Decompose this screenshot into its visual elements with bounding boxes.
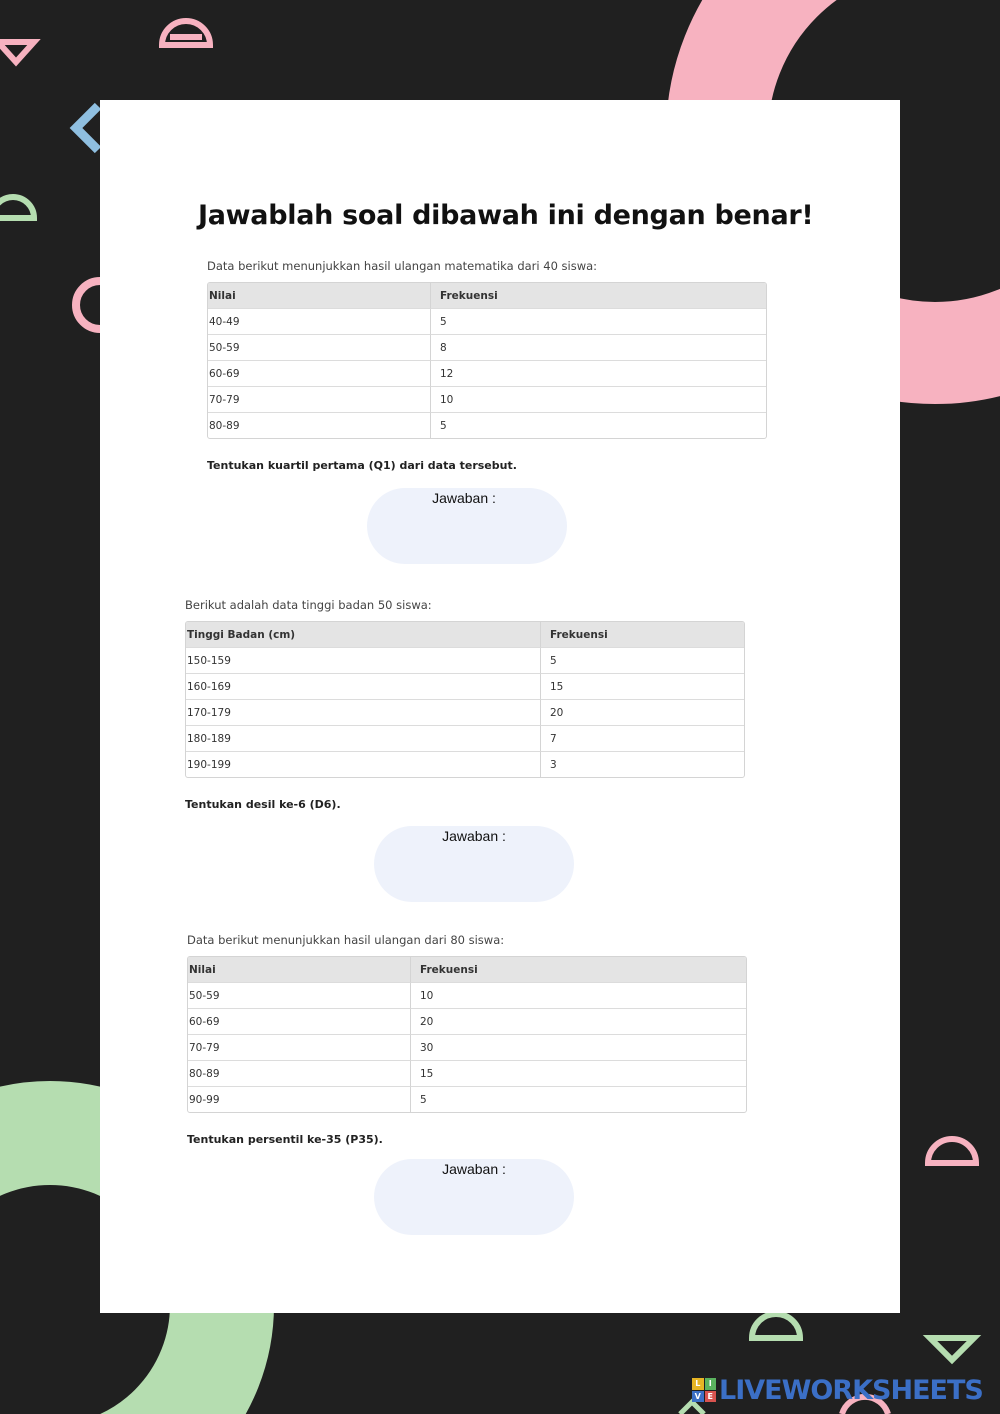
section-decile: [185, 597, 745, 811]
table-header-row: [186, 622, 744, 648]
section-intro: Data berikut menunjukkan hasil ulangan dari 80 siswa:: [187, 933, 505, 947]
column-header: Nilai: [208, 283, 430, 309]
column-header: Nilai: [188, 957, 410, 983]
green-half-circle-bottom-shape: [752, 1314, 800, 1338]
brand-name: LIVEWORKSHEETS: [719, 1374, 983, 1406]
answer-input-p35[interactable]: [374, 1159, 574, 1235]
table-row: [208, 335, 766, 361]
table-cell: 5: [430, 309, 766, 335]
logo-letter: V: [692, 1391, 704, 1403]
table-cell: 8: [430, 335, 766, 361]
answer-label: Jawaban :: [442, 828, 506, 844]
worksheet-page: [100, 100, 900, 1313]
table-cell: 80-89: [209, 419, 240, 432]
column-header: Frekuensi: [410, 957, 746, 983]
logo-letter: I: [705, 1378, 717, 1390]
table-row: [208, 413, 766, 438]
table-row: [188, 1087, 746, 1112]
table-row: [186, 700, 744, 726]
table-row: [188, 983, 746, 1009]
table-cell: 10: [430, 387, 766, 413]
answer-input-q1[interactable]: [367, 488, 567, 564]
column-header: Tinggi Badan (cm): [186, 622, 540, 648]
answer-label: Jawaban :: [432, 490, 496, 506]
answer-label: Jawaban :: [442, 1161, 506, 1177]
page-title: Jawablah soal dibawah ini dengan benar!: [198, 200, 814, 231]
question-text: Tentukan desil ke-6 (D6).: [185, 798, 341, 811]
blue-chevron-shape: [76, 106, 98, 150]
table-cell: 70-79: [208, 387, 430, 413]
table-cell: 5: [540, 648, 744, 674]
table-row: [186, 648, 744, 674]
table-cell: 50-59: [208, 335, 430, 361]
column-header: Frekuensi: [430, 283, 766, 309]
liveworksheets-logo-icon: [692, 1378, 716, 1402]
table-row: [208, 361, 766, 387]
table-cell: 15: [410, 1061, 746, 1087]
table-cell: 70-79: [188, 1035, 410, 1061]
table-header-row: [188, 957, 746, 983]
table-cell: 50-59: [188, 983, 410, 1009]
table-cell: 90-99: [189, 1093, 220, 1106]
table-row: [186, 752, 744, 777]
table-cell: 170-179: [186, 700, 540, 726]
section-intro: Berikut adalah data tinggi badan 50 siswa:: [185, 598, 432, 612]
table-cell: 60-69: [188, 1009, 410, 1035]
table-row: [188, 1061, 746, 1087]
table-cell: 190-199: [187, 758, 231, 771]
section-intro: Data berikut menunjukkan hasil ulangan matematika dari 40 siswa:: [207, 259, 598, 273]
column-header: Frekuensi: [540, 622, 744, 648]
logo-letter: E: [705, 1391, 717, 1403]
table-cell: 5: [410, 1087, 746, 1112]
question-text: Tentukan kuartil pertama (Q1) dari data tersebut.: [207, 459, 517, 472]
frequency-table: [185, 621, 745, 778]
table-row: [188, 1009, 746, 1035]
table-row: [186, 674, 744, 700]
pink-triangle-shape: [0, 42, 34, 62]
table-cell: 180-189: [186, 726, 540, 752]
table-row: [208, 387, 766, 413]
answer-input-d6[interactable]: [374, 826, 574, 902]
section-quartile: [207, 258, 767, 472]
table-cell: 80-89: [188, 1061, 410, 1087]
logo-letter: L: [692, 1378, 704, 1390]
pink-half-circle-shape: [162, 21, 210, 45]
table-header-row: [208, 283, 766, 309]
frequency-table: [187, 956, 747, 1113]
table-cell: 12: [430, 361, 766, 387]
green-half-circle-shape: [0, 197, 34, 218]
table-cell: 60-69: [208, 361, 430, 387]
table-row: [188, 1035, 746, 1061]
table-cell: 160-169: [186, 674, 540, 700]
table-cell: 3: [540, 752, 744, 777]
section-percentile: [187, 932, 747, 1146]
table-cell: 30: [410, 1035, 746, 1061]
green-triangle-shape: [930, 1338, 974, 1360]
table-cell: 40-49: [208, 309, 430, 335]
table-cell: 20: [540, 700, 744, 726]
table-row: [208, 309, 766, 335]
table-cell: 5: [430, 413, 766, 438]
table-row: [186, 726, 744, 752]
table-cell: 10: [410, 983, 746, 1009]
table-cell: 7: [540, 726, 744, 752]
table-cell: 15: [540, 674, 744, 700]
frequency-table: [207, 282, 767, 439]
table-cell: 150-159: [186, 648, 540, 674]
question-text: Tentukan persentil ke-35 (P35).: [187, 1133, 383, 1146]
liveworksheets-logo[interactable]: [692, 1374, 983, 1406]
pink-half-circle-right-shape: [928, 1139, 976, 1163]
table-cell: 20: [410, 1009, 746, 1035]
